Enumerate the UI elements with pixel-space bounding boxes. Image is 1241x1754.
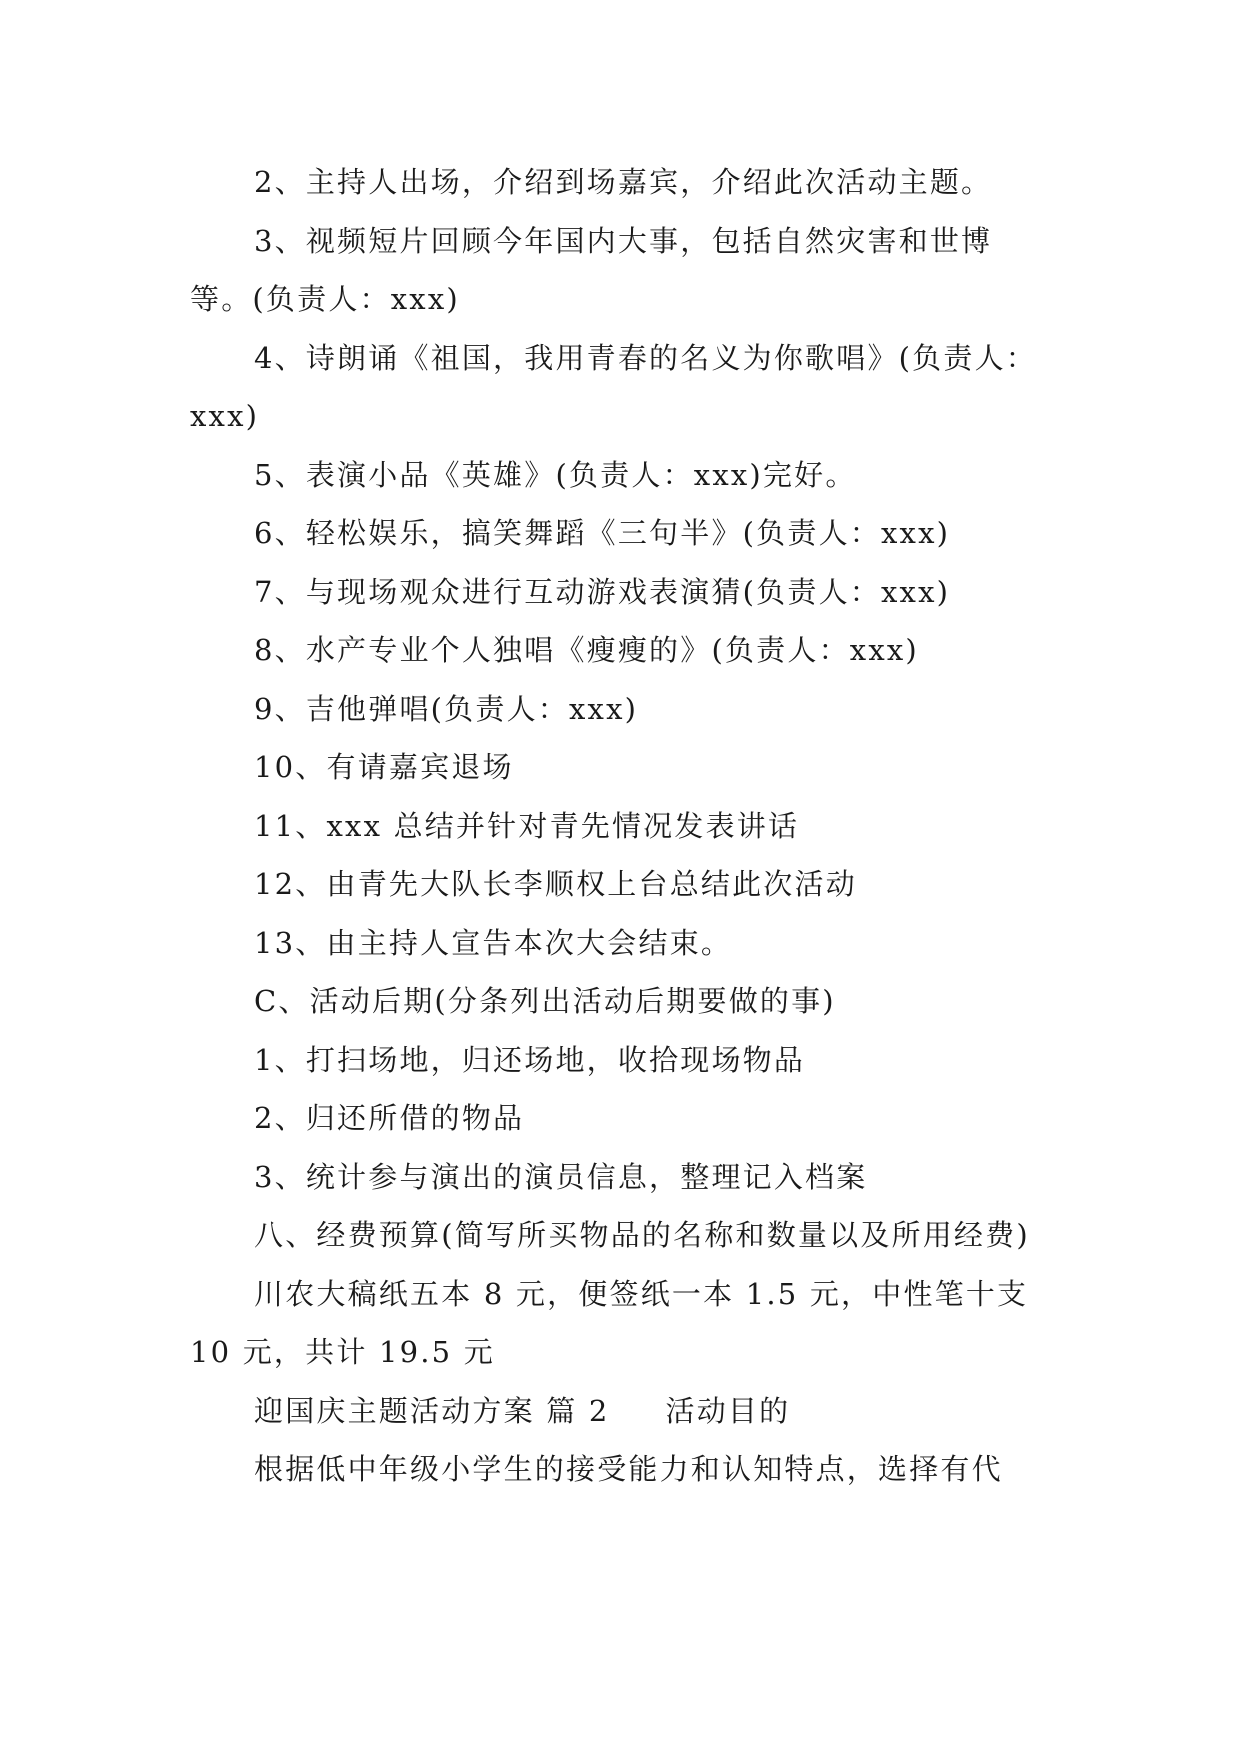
paragraph: 13、由主持人宣告本次大会结束。: [254, 925, 733, 960]
paragraph: 根据低中年级小学生的接受能力和认知特点，选择有代: [254, 1452, 1003, 1486]
paragraph: 7、与现场观众进行互动游戏表演猜(负责人：xxx): [254, 574, 951, 609]
paragraph: 3、视频短片回顾今年国内大事，包括自然灾害和世博等。(负责人：xxx): [190, 223, 993, 316]
paragraph: 10、有请嘉宾退场: [254, 750, 514, 784]
paragraph: 八、经费预算(简写所买物品的名称和数量以及所用经费): [254, 1218, 1030, 1252]
section-subtitle: 活动目的: [665, 1393, 791, 1428]
paragraph: 2、归还所借的物品: [254, 1101, 525, 1135]
paragraph: C、活动后期(分条列出活动后期要做的事): [254, 984, 836, 1018]
paragraph: 9、吉他弹唱(负责人：xxx): [254, 691, 639, 726]
document-body: [190, 153, 1052, 1499]
paragraph: 川农大稿纸五本 8 元，便签纸一本 1.5 元，中性笔十支 10 元，共计 19.5 元: [190, 1276, 1029, 1369]
paragraph: 11、xxx 总结并针对青先情况发表讲话: [254, 808, 800, 843]
paragraph: 3、统计参与演出的演员信息，整理记入档案: [254, 1159, 868, 1194]
section-heading: [190, 1382, 1052, 1441]
paragraph: 4、诗朗诵《祖国，我用青春的名义为你歌唱》(负责人：xxx): [190, 340, 1037, 433]
paragraph: 5、表演小品《英雄》(负责人：xxx)完好。: [254, 457, 857, 492]
paragraph: 8、水产专业个人独唱《瘦瘦的》(负责人：xxx): [254, 633, 919, 667]
section-title: 迎国庆主题活动方案 篇 2: [254, 1393, 610, 1428]
paragraph: 12、由青先大队长李顺权上台总结此次活动: [254, 867, 857, 901]
paragraph: 6、轻松娱乐，搞笑舞蹈《三句半》(负责人：xxx): [254, 516, 951, 550]
paragraph: 1、打扫场地，归还场地，收拾现场物品: [254, 1042, 806, 1077]
paragraph: 2、主持人出场，介绍到场嘉宾，介绍此次活动主题。: [254, 165, 993, 199]
